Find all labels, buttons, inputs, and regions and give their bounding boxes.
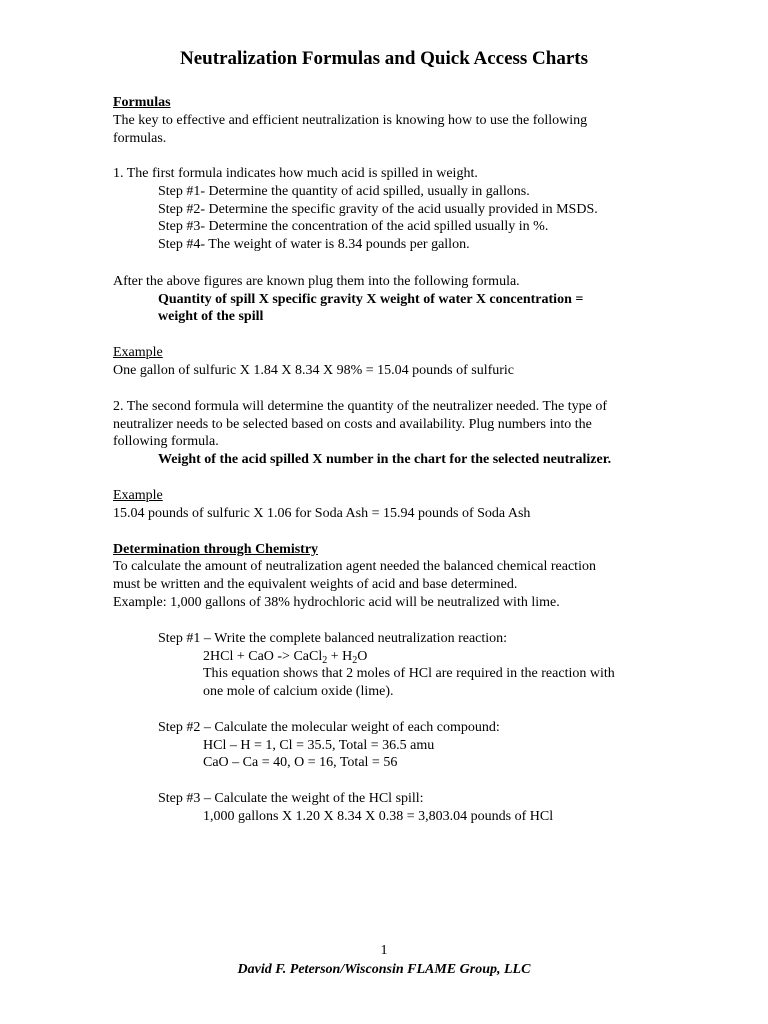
reaction-note-2: one mole of calcium oxide (lime).: [203, 684, 394, 699]
eq-part-b: + H: [327, 649, 353, 664]
example-1-label: Example: [113, 345, 163, 360]
example-1-text: One gallon of sulfuric X 1.84 X 8.34 X 98% = 15.04 pounds of sulfuric: [113, 363, 515, 378]
chemistry-line-2: must be written and the equivalent weights of acid and base determined.: [113, 577, 518, 592]
formula-2: Weight of the acid spilled X number in the chart for the selected neutralizer.: [158, 452, 612, 467]
page-footer: David F. Peterson/Wisconsin FLAME Group, LLC: [237, 962, 531, 977]
reaction-note-1: This equation shows that 2 moles of HCl are required in the reaction with: [203, 666, 615, 681]
formula-line-2: weight of the spill: [158, 309, 264, 324]
chem-step-2: Step #2 – Calculate the molecular weight of each compound:: [158, 720, 500, 735]
eq-part-c: O: [357, 649, 368, 664]
step-3: Step #3- Determine the concentration of the acid spilled usually in %.: [158, 219, 549, 234]
formulas-heading: Formulas: [113, 95, 171, 110]
second-formula-line-2: neutralizer needs to be selected based on costs and availability. Plug numbers into the: [113, 417, 592, 432]
intro-line-2: formulas.: [113, 131, 167, 146]
hcl-spill-weight: 1,000 gallons X 1.20 X 8.34 X 0.38 = 3,803.04 pounds of HCl: [203, 809, 554, 824]
after-text: After the above figures are known plug them into the following formula.: [113, 274, 520, 289]
intro-line-1: The key to effective and efficient neutralization is knowing how to use the following: [113, 113, 588, 128]
chemistry-line-1: To calculate the amount of neutralization agent needed the balanced chemical reaction: [113, 559, 596, 574]
molecular-weight-hcl: HCl – H = 1, Cl = 35.5, Total = 36.5 amu: [203, 738, 435, 753]
page-title: Neutralization Formulas and Quick Access Charts: [180, 48, 588, 69]
example-2-label: Example: [113, 488, 163, 503]
eq-part-a: 2HCl + CaO -> CaCl: [203, 649, 323, 664]
step-4: Step #4- The weight of water is 8.34 pounds per gallon.: [158, 237, 470, 252]
chemistry-heading: Determination through Chemistry: [113, 542, 319, 557]
reaction-equation: [203, 648, 367, 665]
second-formula-line-3: following formula.: [113, 434, 219, 449]
molecular-weight-cao: CaO – Ca = 40, O = 16, Total = 56: [203, 755, 398, 770]
example-2-text: 15.04 pounds of sulfuric X 1.06 for Soda Ash = 15.94 pounds of Soda Ash: [113, 506, 531, 521]
chem-step-3: Step #3 – Calculate the weight of the HCl spill:: [158, 791, 424, 806]
page-number: 1: [380, 943, 388, 958]
formula-line-1: Quantity of spill X specific gravity X weight of water X concentration =: [158, 292, 584, 307]
second-formula-line-1: 2. The second formula will determine the quantity of the neutralizer needed. The type of: [113, 399, 607, 414]
step-1: Step #1- Determine the quantity of acid spilled, usually in gallons.: [158, 184, 530, 199]
eq-subscript-2: 2: [352, 655, 358, 666]
chemistry-line-3: Example: 1,000 gallons of 38% hydrochloric acid will be neutralized with lime.: [113, 595, 560, 610]
chem-step-1: Step #1 – Write the complete balanced neutralization reaction:: [158, 631, 508, 646]
step-2: Step #2- Determine the specific gravity of the acid usually provided in MSDS.: [158, 202, 598, 217]
eq-subscript-1: 2: [322, 655, 328, 666]
first-formula-intro: 1. The first formula indicates how much acid is spilled in weight.: [113, 166, 478, 181]
